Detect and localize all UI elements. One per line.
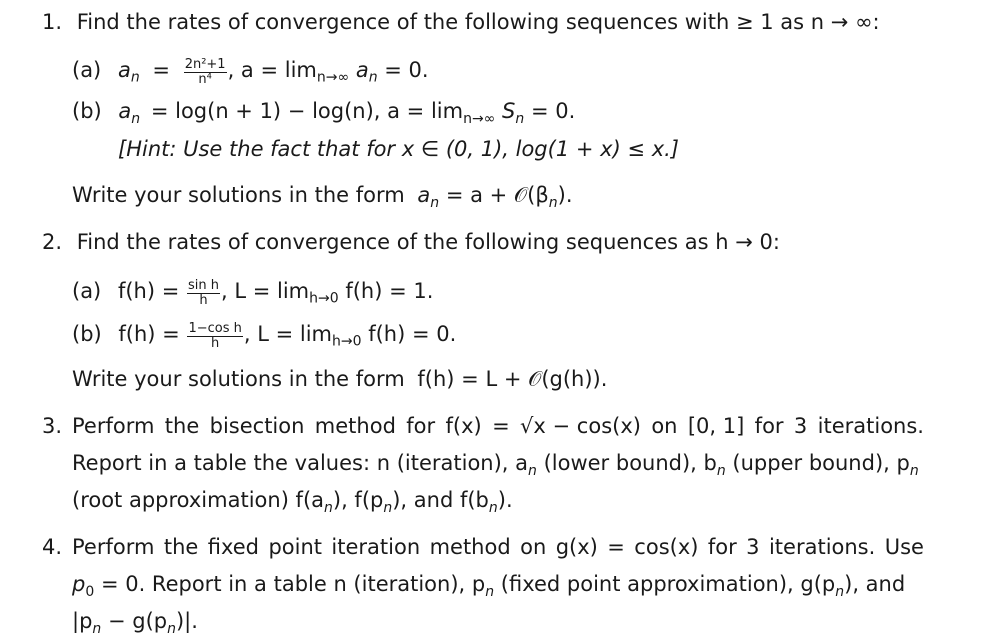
sequence-symbol: a: [118, 99, 132, 123]
function-lhs: f(h) =: [118, 321, 180, 346]
problem-3-line-2: [72, 453, 919, 478]
text: )|.: [175, 609, 198, 633]
function-lhs: f(h) =: [117, 278, 180, 303]
word: g(x): [555, 535, 598, 559]
word: 3: [793, 414, 808, 438]
problem-2b: [72, 322, 456, 350]
problem-4-line-3: [72, 611, 198, 636]
sequence-symbol: a: [117, 57, 131, 82]
subscript: n: [167, 620, 176, 637]
text: (fixed point approximation), g(p: [500, 572, 836, 596]
word: method: [429, 535, 511, 559]
subscript: n: [324, 499, 333, 516]
limit-value: = 0.: [530, 99, 576, 123]
part-label: (a): [72, 57, 102, 82]
limit-sequence: a: [355, 57, 369, 82]
word: 3: [746, 535, 760, 559]
word: point: [268, 535, 322, 559]
word: method: [314, 414, 396, 438]
problem-3-line-1: [72, 416, 924, 437]
part-label: (b): [72, 321, 102, 346]
fraction-denominator: h: [199, 292, 208, 308]
subscript: n: [485, 583, 495, 600]
form-end: ).: [557, 183, 573, 207]
limit-subscript: n→∞: [463, 110, 496, 127]
text: ), f(p: [332, 488, 384, 512]
fraction: [184, 58, 227, 86]
text: (upper bound), p: [732, 451, 910, 475]
problem-2-statement: [42, 232, 780, 253]
word: iterations.: [768, 535, 876, 559]
text: ).: [497, 488, 513, 512]
word: cos(x): [634, 535, 699, 559]
problem-1-number: 1.: [42, 10, 63, 34]
word: for: [754, 414, 784, 438]
text: ), and: [844, 572, 906, 596]
word: Use: [884, 535, 924, 559]
limit-sequence-subscript: n: [368, 69, 378, 86]
form-symbol: a: [417, 183, 431, 207]
equals-sign: =: [152, 57, 170, 82]
problem-2-number: 2.: [42, 230, 63, 254]
word: fixed: [207, 535, 260, 559]
word: =: [607, 535, 625, 559]
text: (lower bound), b: [543, 451, 717, 475]
problem-1-hint: [Hint: Use the fact that for x ∈ (0, 1), log(1 + x) ≤ x.]: [118, 137, 680, 161]
text: − g(p: [107, 609, 168, 633]
word: =: [492, 414, 510, 438]
subscript: n: [835, 583, 845, 600]
form-beta-subscript: n: [548, 194, 558, 211]
word: iteration: [331, 535, 421, 559]
form-prefix: Write your solutions in the form: [72, 367, 405, 391]
word: √x − cos(x): [520, 414, 641, 438]
subscript: n: [528, 462, 537, 479]
problem-4-line-2: [72, 574, 905, 599]
limit-value: f(h) = 0.: [368, 321, 457, 346]
limit-text: , a = lim: [227, 57, 317, 82]
problem-1-form: [72, 185, 573, 210]
word: bisection: [209, 414, 305, 438]
limit-subscript: h→0: [332, 333, 362, 350]
form-prefix: Write your solutions in the form: [72, 183, 405, 207]
word: for: [406, 414, 436, 438]
problem-1-text: Find the rates of convergence of the following sequences with ≥ 1 as n → ∞:: [76, 10, 880, 34]
fraction-denominator: n⁴: [198, 71, 212, 87]
problem-1a: [72, 58, 429, 86]
word: iterations.: [817, 414, 924, 438]
word: the: [163, 535, 199, 559]
text: (root approximation) f(a: [72, 488, 325, 512]
fraction-numerator: 2n²+1: [184, 57, 226, 72]
sequence-definition: = log(n + 1) − log(n), a = lim: [150, 99, 464, 123]
text: Report in a table the values: n (iteration), a: [72, 451, 529, 475]
part-label: (a): [72, 278, 102, 303]
problem-1-statement: [42, 12, 880, 33]
problem-2-text: Find the rates of convergence of the following sequences as h → 0:: [76, 230, 780, 254]
text: = 0. Report in a table n (iteration), p: [100, 572, 486, 596]
problem-3-line-3: [72, 490, 513, 515]
subscript: n: [716, 462, 726, 479]
limit-text: , L = lim: [221, 278, 310, 303]
problem-1b: [72, 101, 575, 126]
fraction: [187, 279, 220, 307]
word: on: [651, 414, 678, 438]
word: on: [520, 535, 547, 559]
sequence-subscript: n: [130, 69, 140, 86]
limit-text: , L = lim: [243, 321, 332, 346]
subscript: 0: [85, 583, 95, 600]
problem-3-number: 3.: [42, 414, 63, 438]
limit-value: f(h) = 1.: [345, 278, 434, 303]
text: |p: [72, 609, 93, 633]
subscript: n: [92, 620, 102, 637]
form-subscript: n: [430, 194, 440, 211]
limit-subscript: n→∞: [316, 69, 350, 86]
problem-4-line-1: [72, 537, 924, 558]
word: for: [707, 535, 737, 559]
subscript: n: [488, 499, 498, 516]
limit-value: = 0.: [384, 57, 429, 82]
text: ), and f(b: [392, 488, 489, 512]
subscript: n: [383, 499, 393, 516]
word: f(x): [445, 414, 482, 438]
fraction-numerator: sin h: [188, 278, 219, 293]
word: the: [164, 414, 200, 438]
problem-2a: [72, 279, 433, 307]
form-expression: f(h) = L + 𝒪(g(h)).: [417, 367, 608, 391]
word: Perform: [72, 414, 155, 438]
limit-sequence: S: [502, 99, 516, 123]
sequence-subscript: n: [131, 110, 141, 127]
word: Perform: [72, 535, 155, 559]
text: p: [72, 572, 86, 596]
problem-2-form: [72, 369, 607, 390]
form-rest: = a + 𝒪(β: [445, 183, 549, 207]
subscript: n: [909, 462, 919, 479]
problem-4-number: 4.: [42, 535, 63, 559]
fraction-numerator: 1−cos h: [188, 321, 242, 336]
limit-subscript: h→0: [309, 290, 339, 307]
limit-sequence-subscript: n: [515, 110, 525, 127]
part-label: (b): [72, 99, 102, 123]
fraction-denominator: h: [211, 335, 220, 351]
word: [0, 1]: [687, 414, 745, 438]
fraction: [187, 322, 242, 350]
